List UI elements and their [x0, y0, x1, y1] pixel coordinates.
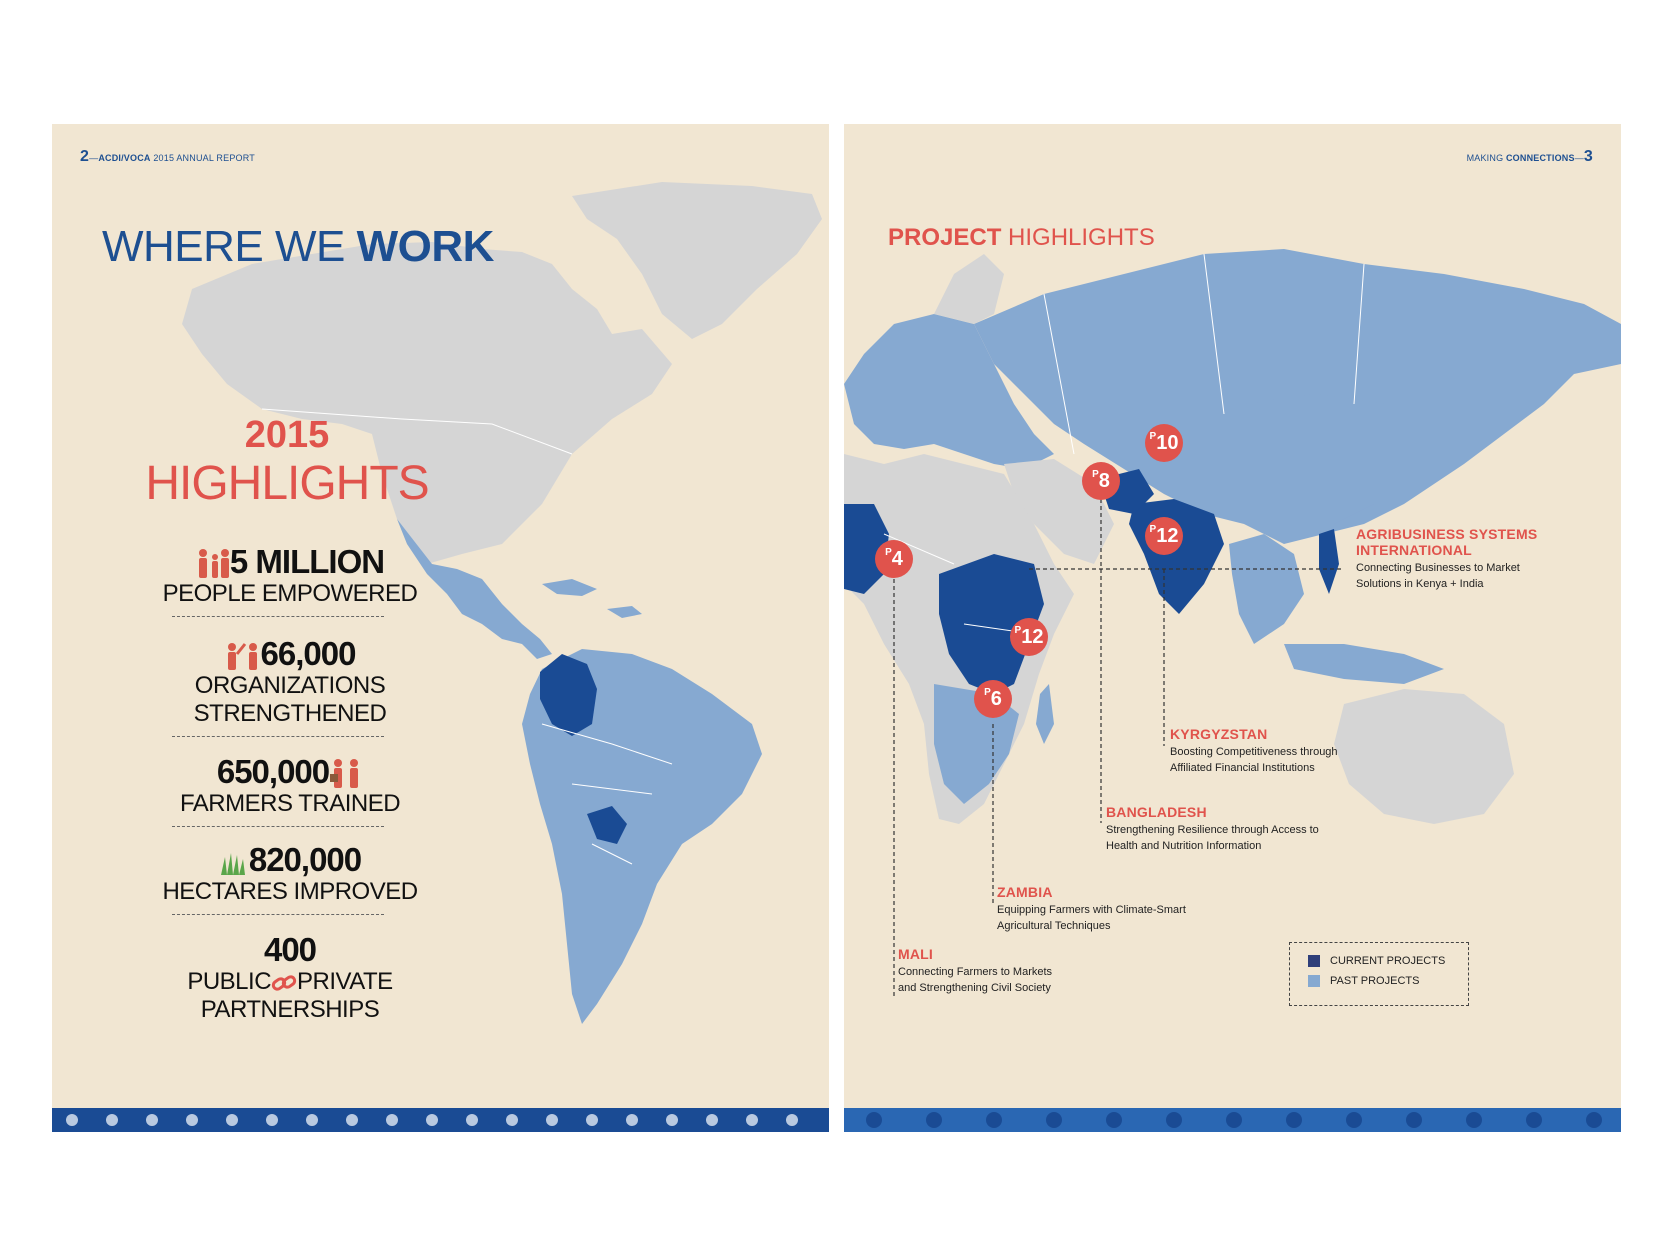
- page-number: 3: [1583, 148, 1593, 165]
- greenland-shape: [572, 182, 822, 339]
- stat-people: 5 MILLION PEOPLE EMPOWERED: [162, 543, 418, 608]
- divider: [172, 826, 384, 827]
- group-icon: [225, 640, 261, 672]
- page-marker-kyrgyzstan[interactable]: $^P$10: [1145, 424, 1183, 462]
- page-header: MAKING CONNECTIONS—3: [1466, 148, 1593, 165]
- page-title: WHERE WE WORK: [102, 222, 494, 271]
- divider: [172, 616, 384, 617]
- philippines-shape: [1319, 529, 1339, 594]
- page-header: 2—ACDI/VOCA 2015 ANNUAL REPORT: [80, 148, 255, 165]
- page-marker-india[interactable]: $^P$12: [1145, 517, 1183, 555]
- caribbean-shape: [542, 579, 597, 596]
- farmers-icon: [329, 758, 363, 790]
- project-mali: MALI Connecting Farmers to Markets and Strengthening Civil Society: [898, 946, 1053, 994]
- legend-swatch: [1308, 975, 1320, 987]
- right-page: [844, 124, 1621, 1132]
- page-marker-kenya[interactable]: $^P$12: [1010, 618, 1048, 656]
- stat-farmers: 650,000 FARMERS TRAINED: [179, 753, 401, 818]
- report-name: 2015 ANNUAL REPORT: [153, 153, 255, 163]
- decorative-border-pattern: [52, 1108, 829, 1132]
- north-america-shape: [182, 242, 672, 564]
- highlights-year: 2015: [244, 414, 330, 456]
- page-marker-mali[interactable]: $^P$4: [875, 540, 913, 578]
- divider: [172, 914, 384, 915]
- india-shape: [1129, 499, 1224, 614]
- project-zambia: ZAMBIA Equipping Farmers with Climate-Smart Agricultural Techniques: [997, 884, 1186, 932]
- page-marker-bangladesh[interactable]: $^P$8: [1082, 462, 1120, 500]
- stat-organizations: 66,000 ORGANIZATIONS STRENGTHENED: [193, 635, 387, 728]
- legend-swatch: [1308, 955, 1320, 967]
- legend-item-past: PAST PROJECTS: [1308, 975, 1419, 987]
- page-title: PROJECT HIGHLIGHTS: [888, 224, 1155, 251]
- stat-partnerships: 400 PUBLIC PRIVATE PARTNERSHIPS: [187, 931, 393, 1023]
- project-bangladesh: BANGLADESH Strengthening Resilience through Access to Health and Nutrition Information: [1106, 804, 1319, 852]
- highlights-heading: HIGHLIGHTS: [145, 457, 429, 510]
- divider: [172, 736, 384, 737]
- legend-item-current: CURRENT PROJECTS: [1308, 955, 1445, 967]
- brand-name: ACDI/VOCA: [98, 153, 151, 163]
- stat-hectares: 820,000 HECTARES IMPROVED: [162, 841, 418, 905]
- map-legend: [1289, 942, 1469, 1006]
- project-agribusiness: AGRIBUSINESS SYSTEMS INTERNATIONAL Connecting Businesses to Market Solutions in Kenya + India: [1356, 526, 1538, 590]
- decorative-border-pattern: [844, 1108, 1621, 1132]
- people-icon: [196, 548, 230, 580]
- grass-icon: [219, 847, 249, 877]
- page-marker-zambia[interactable]: $^P$6: [974, 680, 1012, 718]
- chain-link-icon: [271, 972, 297, 994]
- left-page: [52, 124, 829, 1132]
- project-kyrgyzstan: KYRGYZSTAN Boosting Competitiveness through Affiliated Financial Institutions: [1170, 726, 1338, 774]
- australia-shape: [1334, 689, 1514, 824]
- southeast-asia-shape: [1229, 534, 1304, 644]
- page-number: 2: [80, 148, 90, 165]
- section-name: MAKING CONNECTIONS: [1466, 153, 1575, 163]
